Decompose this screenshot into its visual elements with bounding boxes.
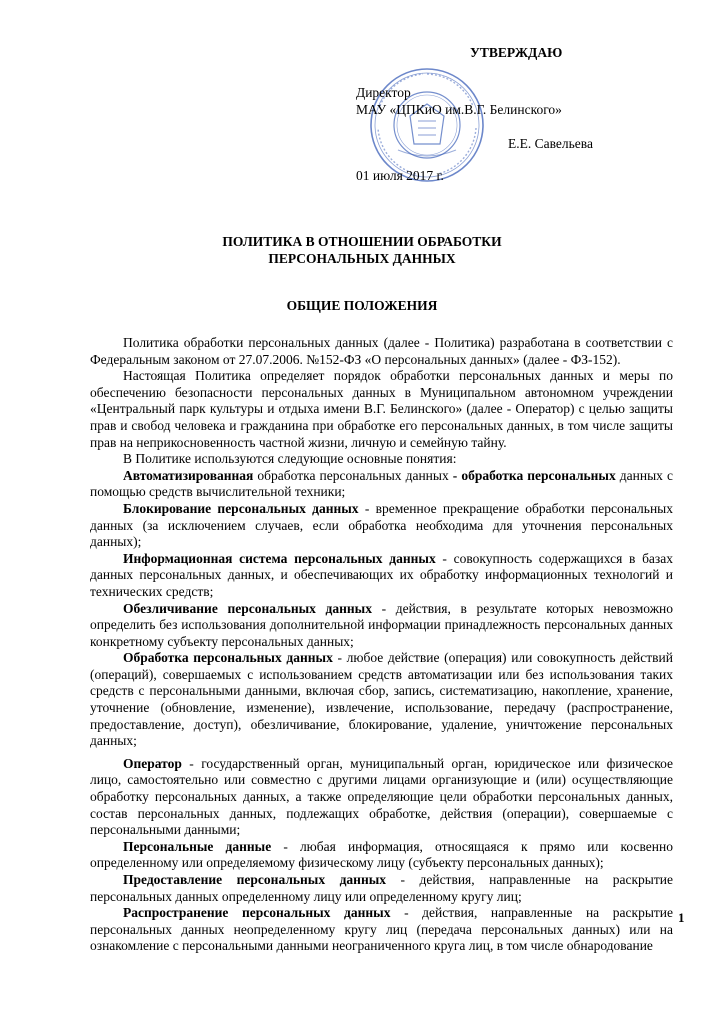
- term: Обезличивание персональных данных: [123, 600, 372, 616]
- term-definition: [90, 872, 673, 905]
- term: Обработка персональных данных: [123, 650, 333, 666]
- page-number: 1: [678, 910, 685, 925]
- term: Распространение персональных данных: [123, 905, 391, 921]
- paragraph: Политика обработки персональных данных (далее - Политика) разработана в соответствии с Федеральным законом от 27.07.2006. №152-ФЗ «О персональных данных» (далее - ФЗ-152).: [90, 335, 673, 367]
- definition: - временное прекращение обработки персональных данных (за исключением случаев, если обработка необходима для уточнения персональных данных);: [90, 500, 673, 550]
- definition: - совокупность содержащихся в базах данных персональных данных, и обеспечивающих их обработку информационных технологий и технических средств;: [90, 550, 674, 599]
- term-definition: [90, 756, 673, 839]
- approve-label: УТВЕРЖДАЮ: [470, 45, 563, 60]
- term: Информационная система персональных данных: [123, 550, 436, 566]
- term: Оператор: [123, 755, 182, 771]
- document-title-line2: ПЕРСОНАЛЬНЫХ ДАННЫХ: [268, 251, 456, 266]
- term-definition: [90, 650, 673, 750]
- section-title: ОБЩИЕ ПОЛОЖЕНИЯ: [286, 298, 438, 313]
- paragraph: В Политике используются следующие основные понятия:: [123, 451, 457, 467]
- paragraph: Настоящая Политика определяет порядок обработки персональных данных и меры по обеспечению безопасности персональных данных в Муниципальном автономном учреждении «Центральный парк культуры и отдыха имени В.Г. Белинского» (далее - Оператор) с целью защиты прав и свобод человека и гражданина при обработке его персональных данных, в том числе защиты прав на неприкосновенность частной жизни, личную и семейную тайну.: [90, 368, 673, 450]
- term-definition: [90, 468, 673, 501]
- term: Блокирование персональных данных: [123, 500, 359, 516]
- definition: данных с помощью средств вычислительной техники;: [90, 467, 673, 500]
- term-definition: [90, 839, 673, 872]
- term-mid: обработка персональных данных: [253, 467, 453, 483]
- approval-date: 01 июля 2017 г.: [356, 168, 444, 183]
- definition: - любое действие (операция) или совокупность действий (операций), совершаемых с использованием средств автоматизации или без использования таких средств с персональными данными, включая сбор, запись, систематизацию, накопление, хранение, уточнение (обновление, изменение), извлечение, использование, передачу (распространение, предоставление, доступ), обезличивание, блокирование, удаление, уничтожение персональных данных;: [90, 650, 674, 749]
- document-title: [0, 233, 724, 267]
- document-body: [90, 335, 673, 955]
- term-definition: [90, 601, 673, 651]
- term: - обработка персональных: [452, 467, 616, 483]
- term: Предоставление персональных данных: [123, 872, 387, 887]
- definition: - действия, в результате которых невозможно определить без использования дополнительной информации принадлежность персональных данных конкретному субъекту персональных данных;: [90, 600, 673, 649]
- term-definition: [90, 905, 673, 955]
- definition: - действия, направленные на раскрытие персональных данных определенному лицу или определенному кругу лиц;: [90, 872, 673, 904]
- term: Автоматизированная: [123, 467, 254, 483]
- term-definition: [90, 501, 673, 551]
- approver-position: [356, 84, 562, 118]
- approver-title: Директор: [356, 85, 411, 100]
- definition: - государственный орган, муниципальный орган, юридическое или физическое лицо, самостоятельно или совместно с другими лицами организующие и (или) осуществляющие обработку персональных данных, а также определяющие цели обработки персональных данных, состав персональных данных, подлежащих обработке, действия (операции), совершаемые с персональными данными;: [90, 755, 673, 838]
- document-title-line1: ПОЛИТИКА В ОТНОШЕНИИ ОБРАБОТКИ: [222, 234, 502, 249]
- approver-organization: МАУ «ЦПКиО им.В.Г. Белинского»: [356, 102, 562, 117]
- approver-name: Е.Е. Савельева: [508, 136, 593, 151]
- definition: - любая информация, относящаяся к прямо или косвенно определенному или определяемому физическому лицу (субъекту персональных данных);: [90, 838, 673, 871]
- definition: - действия, направленные на раскрытие персональных данных неопределенному кругу лиц (передача персональных данных) или на ознакомление с персональными данными неограниченного круга лиц, в том числе обнародование: [90, 905, 674, 954]
- term: Персональные данные: [123, 838, 272, 854]
- term-definition: [90, 551, 673, 601]
